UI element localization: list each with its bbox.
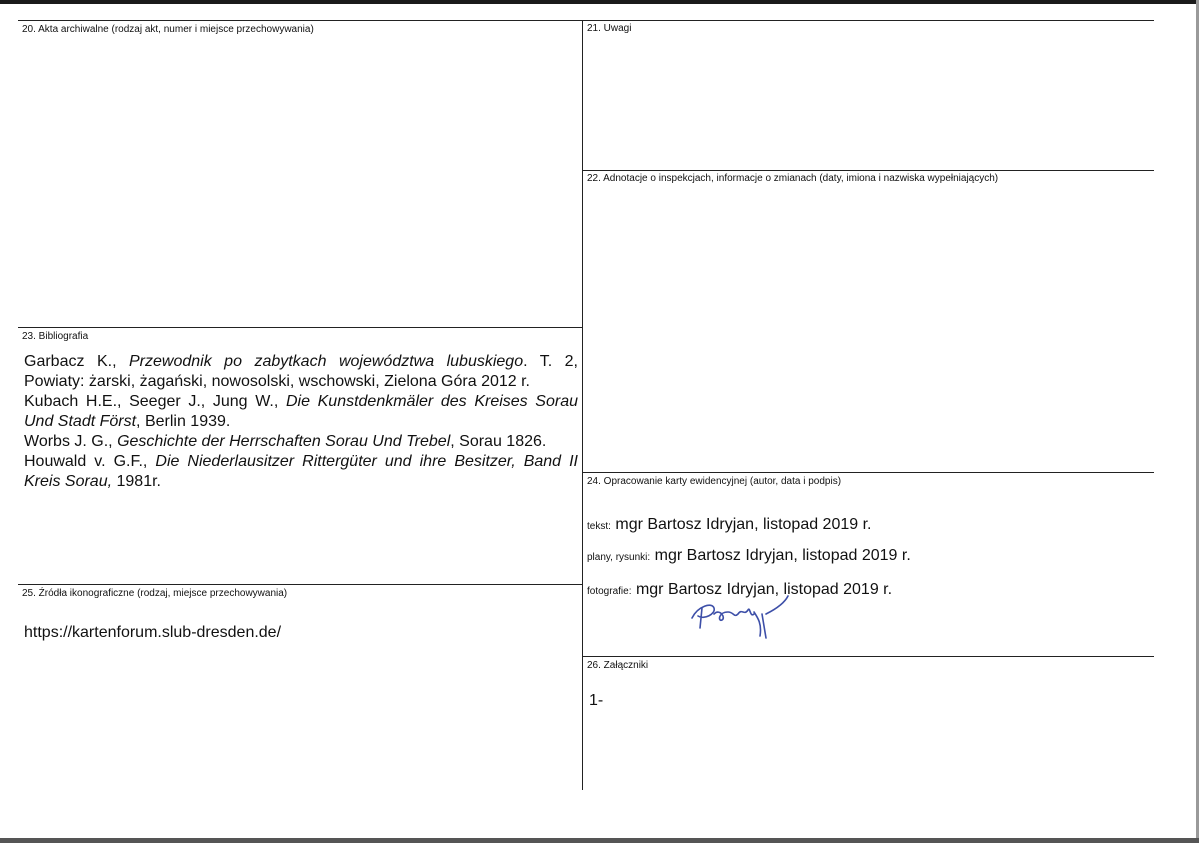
bibliography-entry: Worbs J. G., Geschichte der Herrschaften Sorau Und Trebel, Sorau 1826. [24, 433, 547, 450]
rule-24 [582, 472, 1154, 473]
author-text-line [587, 515, 871, 537]
rule-top [18, 20, 1154, 21]
section-20-label: 20. Akta archiwalne (rodzaj akt, numer i miejsce przechowywania) [22, 24, 314, 35]
column-divider [582, 20, 583, 790]
section-24-label: 24. Opracowanie karty ewidencyjnej (autor, data i podpis) [587, 476, 842, 487]
rule-22 [582, 170, 1154, 171]
bibliography-entry: Houwald v. G.F., Die Niederlausitzer Rittergüter und ihre Besitzer, Band II Kreis Sorau, 1981r. [24, 453, 578, 490]
author-photos-label: fotografie: [587, 586, 632, 597]
section-21-label: 21. Uwagi [587, 23, 632, 34]
section-22-label: 22. Adnotacje o inspekcjach, informacje o zmianach (daty, imiona i nazwiska wypełniających) [587, 173, 999, 184]
section-23-label: 23. Bibliografia [22, 331, 89, 342]
rule-26 [582, 656, 1154, 657]
signature-icon [684, 588, 794, 640]
bibliography-entry: Garbacz K., Przewodnik po zabytkach województwa lubuskiego. T. 2, Powiaty: żarski, żagański, nowosolski, wschowski, Zielona Góra 2012 r. [24, 353, 578, 390]
scan-edge-top [0, 0, 1199, 4]
author-plans-label: plany, rysunki: [587, 552, 651, 563]
author-plans-value: mgr Bartosz Idryjan, listopad 2019 r. [654, 547, 911, 564]
bibliography-entry: Kubach H.E., Seeger J., Jung W., Die Kunstdenkmäler des Kreises Sorau Und Stadt Först, Berlin 1939. [24, 393, 578, 430]
attachments-value: 1- [589, 692, 604, 709]
rule-25 [18, 584, 582, 585]
section-26-label: 26. Załączniki [587, 660, 649, 671]
iconographic-source: https://kartenforum.slub-dresden.de/ [24, 624, 282, 641]
author-text-value: mgr Bartosz Idryjan, listopad 2019 r. [615, 516, 872, 533]
section-25-label: 25. Źródła ikonograficzne (rodzaj, miejsce przechowywania) [22, 588, 288, 599]
scan-edge-bottom [0, 838, 1199, 843]
author-photos-value: mgr Bartosz Idryjan, listopad 2019 r. [635, 581, 893, 598]
bibliography [24, 352, 578, 492]
author-text-label: tekst: [587, 521, 611, 532]
rule-23 [18, 327, 582, 328]
author-plans-line [587, 546, 911, 568]
